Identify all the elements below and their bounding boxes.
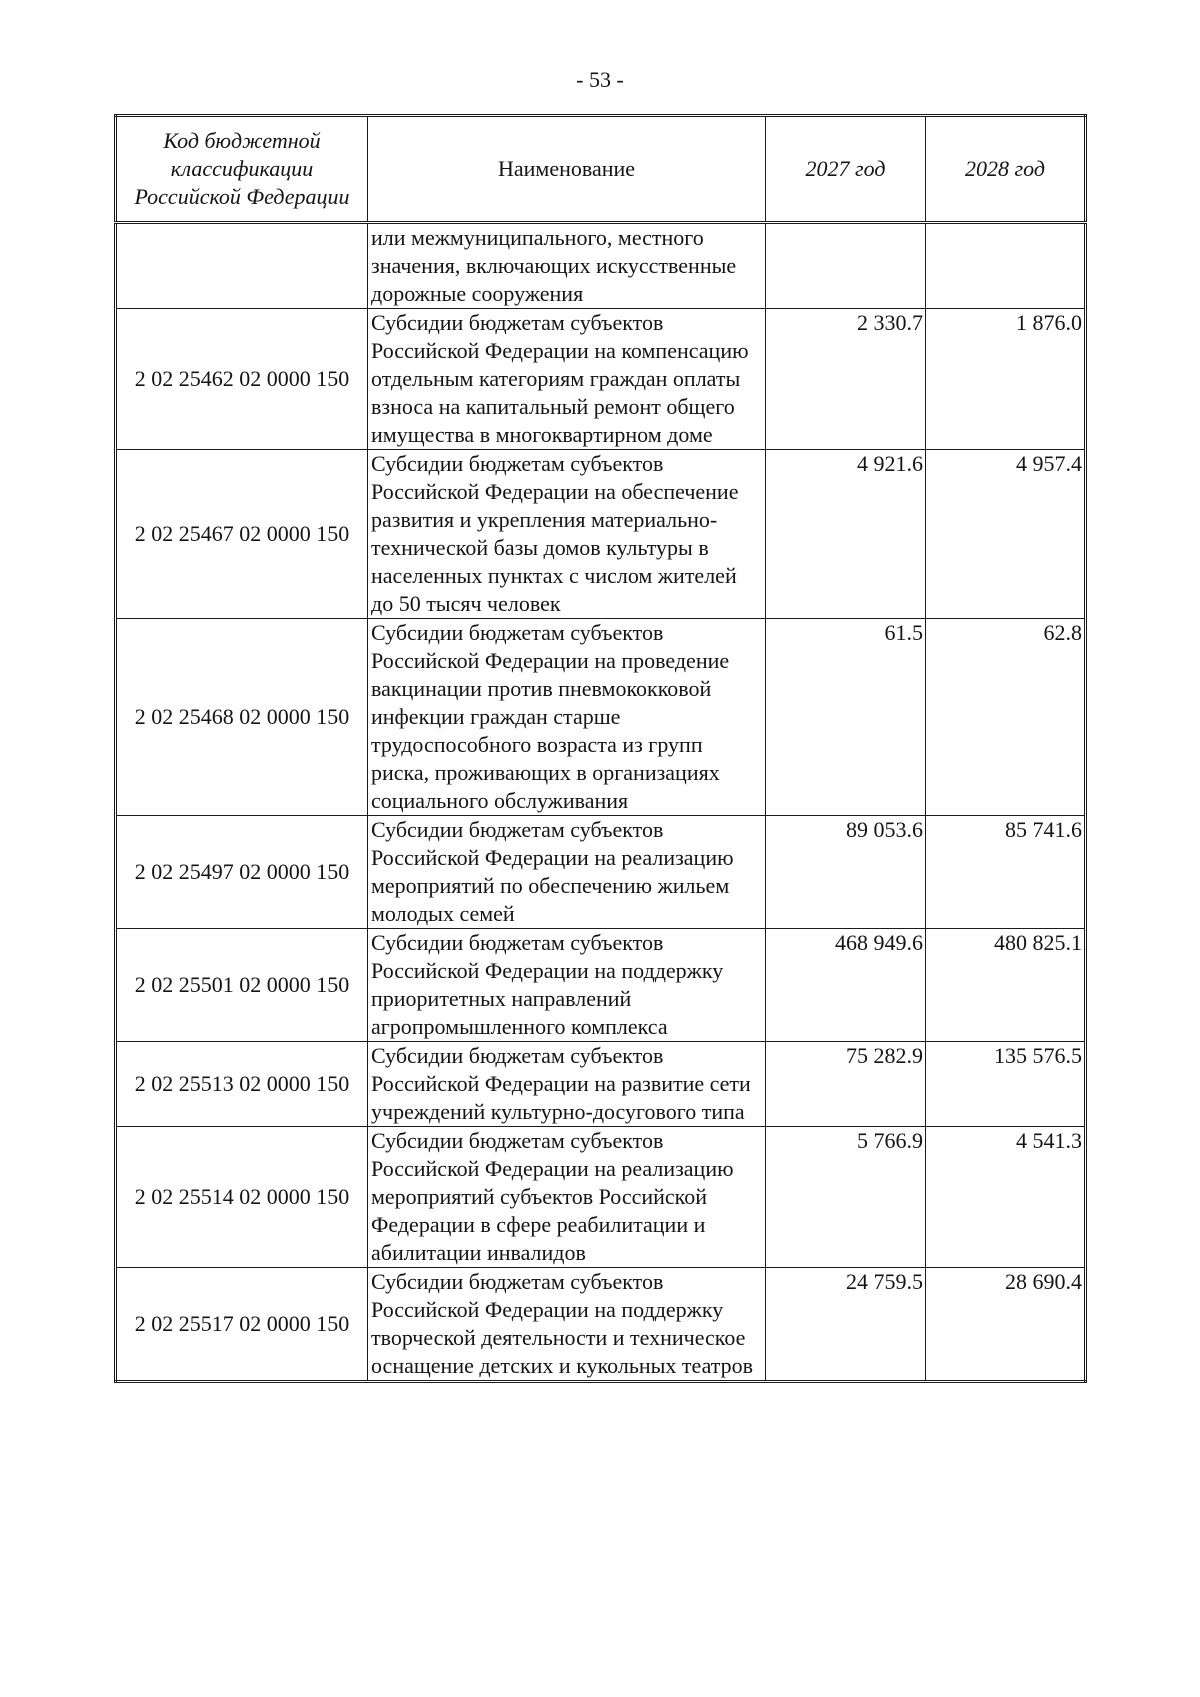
cell-2028: 62.8 — [926, 619, 1086, 816]
cell-name: Субсидии бюджетам субъектов Российской Федерации на поддержку творческой деятельности и техническое оснащение детских и кукольных театров — [368, 1268, 766, 1382]
cell-name: Субсидии бюджетам субъектов Российской Федерации на реализацию мероприятий по обеспечению жильем молодых семей — [368, 816, 766, 929]
cell-code: 2 02 25517 02 0000 150 — [116, 1268, 368, 1382]
cell-code: 2 02 25513 02 0000 150 — [116, 1042, 368, 1127]
page-number: - 53 - — [576, 67, 624, 92]
cell-name: Субсидии бюджетам субъектов Российской Федерации на проведение вакцинации против пневмококковой инфекции граждан старше трудоспособного возраста из групп риска, проживающих в организациях социального обслуживания — [368, 619, 766, 816]
table-row — [116, 619, 1086, 816]
cell-name: Субсидии бюджетам субъектов Российской Федерации на компенсацию отдельным категориям граждан оплаты взноса на капитальный ремонт общего имущества в многоквартирном доме — [368, 309, 766, 450]
cell-2028: 28 690.4 — [926, 1268, 1086, 1382]
table-row — [116, 309, 1086, 450]
cell-2028: 1 876.0 — [926, 309, 1086, 450]
table-row — [116, 223, 1086, 309]
cell-2027: 61.5 — [766, 619, 926, 816]
table-row — [116, 1127, 1086, 1268]
cell-code: 2 02 25501 02 0000 150 — [116, 929, 368, 1042]
cell-2027: 2 330.7 — [766, 309, 926, 450]
cell-code: 2 02 25468 02 0000 150 — [116, 619, 368, 816]
header-year-2028: 2028 год — [926, 116, 1086, 223]
cell-code — [116, 223, 368, 309]
table-row — [116, 1042, 1086, 1127]
cell-2028 — [926, 223, 1086, 309]
cell-code: 2 02 25462 02 0000 150 — [116, 309, 368, 450]
cell-code: 2 02 25497 02 0000 150 — [116, 816, 368, 929]
cell-code: 2 02 25514 02 0000 150 — [116, 1127, 368, 1268]
cell-2027 — [766, 223, 926, 309]
table-row — [116, 816, 1086, 929]
cell-2027: 24 759.5 — [766, 1268, 926, 1382]
budget-table — [114, 114, 1087, 1383]
table-row — [116, 929, 1086, 1042]
cell-name: Субсидии бюджетам субъектов Российской Федерации на реализацию мероприятий субъектов Российской Федерации в сфере реабилитации и абилитации инвалидов — [368, 1127, 766, 1268]
header-year-2027: 2027 год — [766, 116, 926, 223]
table-row — [116, 450, 1086, 619]
cell-2027: 5 766.9 — [766, 1127, 926, 1268]
cell-2027: 468 949.6 — [766, 929, 926, 1042]
cell-2028: 135 576.5 — [926, 1042, 1086, 1127]
cell-name: Субсидии бюджетам субъектов Российской Федерации на развитие сети учреждений культурно-досугового типа — [368, 1042, 766, 1127]
cell-2028: 4 957.4 — [926, 450, 1086, 619]
cell-2028: 85 741.6 — [926, 816, 1086, 929]
table-row — [116, 1268, 1086, 1382]
cell-name: Субсидии бюджетам субъектов Российской Федерации на обеспечение развития и укрепления материально-технической базы домов культуры в населенных пунктах с числом жителей до 50 тысяч человек — [368, 450, 766, 619]
cell-name: или межмуниципального, местного значения, включающих искусственные дорожные сооружения — [368, 223, 766, 309]
cell-code: 2 02 25467 02 0000 150 — [116, 450, 368, 619]
cell-2027: 4 921.6 — [766, 450, 926, 619]
cell-name: Субсидии бюджетам субъектов Российской Федерации на поддержку приоритетных направлений агропромышленного комплекса — [368, 929, 766, 1042]
cell-2028: 4 541.3 — [926, 1127, 1086, 1268]
table-header-row — [116, 116, 1086, 223]
cell-2028: 480 825.1 — [926, 929, 1086, 1042]
cell-2027: 89 053.6 — [766, 816, 926, 929]
header-code: Код бюджетной классификации Российской Федерации — [116, 116, 368, 223]
cell-2027: 75 282.9 — [766, 1042, 926, 1127]
header-name: Наименование — [368, 116, 766, 223]
